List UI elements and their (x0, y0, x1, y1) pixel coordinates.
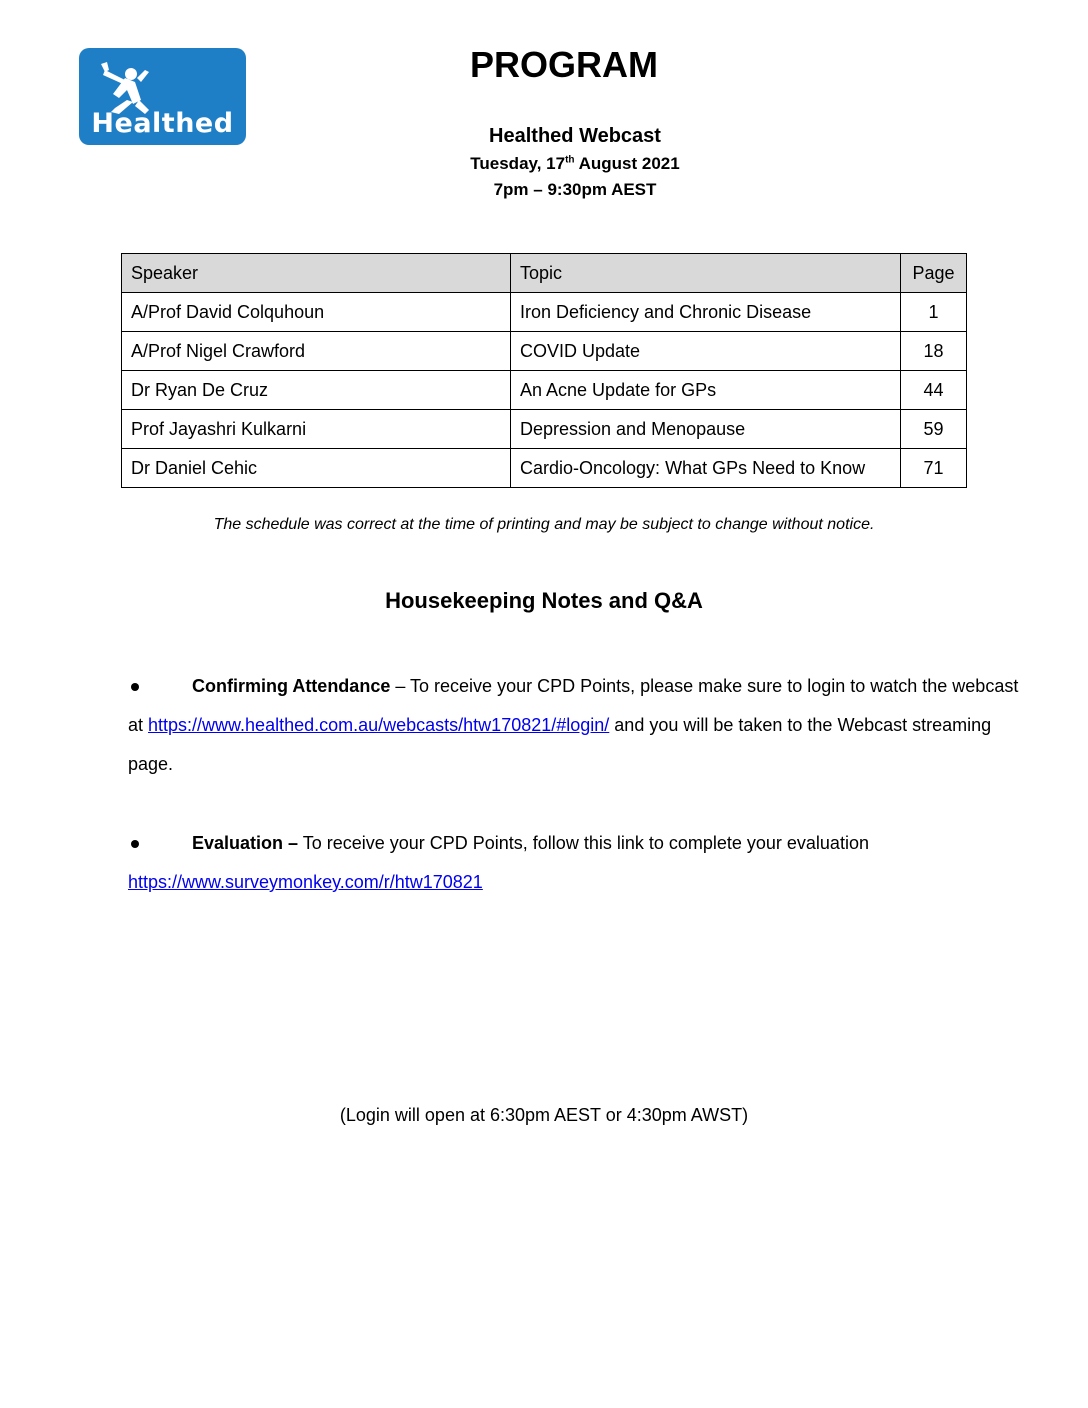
topic-cell: Iron Deficiency and Chronic Disease (511, 293, 901, 332)
logo-text: Healthed (91, 108, 234, 139)
attendance-item (128, 667, 1028, 784)
bullet-icon (128, 824, 192, 863)
survey-link[interactable]: https://www.surveymonkey.com/r/htw170821 (128, 872, 483, 892)
table-header-row (122, 254, 967, 293)
page-title: PROGRAM (470, 44, 658, 85)
topic-cell: An Acne Update for GPs (511, 371, 901, 410)
evaluation-label: Evaluation – (192, 833, 299, 853)
speaker-cell: A/Prof David Colquhoun (122, 293, 511, 332)
page-cell: 1 (901, 293, 967, 332)
schedule-note: The schedule was correct at the time of printing and may be subject to change without notice. (213, 516, 875, 533)
event-time: 7pm – 9:30pm AEST (493, 180, 657, 199)
attendance-text-end: and you will be taken to the Webcast streaming page. (128, 715, 992, 774)
column-header-page: Page (901, 254, 967, 293)
attendance-label: Confirming Attendance (192, 676, 391, 696)
column-header-speaker: Speaker (122, 254, 511, 293)
table-row (122, 449, 967, 488)
page-cell: 71 (901, 449, 967, 488)
topic-cell: Depression and Menopause (511, 410, 901, 449)
event-date: Tuesday, 17th August 2021 (470, 154, 680, 173)
table-row (122, 371, 967, 410)
table-row (122, 410, 967, 449)
page-cell: 44 (901, 371, 967, 410)
topic-cell: COVID Update (511, 332, 901, 371)
housekeeping-heading: Housekeeping Notes and Q&A (385, 588, 703, 613)
login-note: (Login will open at 6:30pm AEST or 4:30pm AWST) (339, 1105, 749, 1125)
speaker-cell: A/Prof Nigel Crawford (122, 332, 511, 371)
program-table (121, 253, 967, 488)
event-name: Healthed Webcast (489, 125, 661, 147)
bullet-icon (128, 667, 192, 706)
page-cell: 59 (901, 410, 967, 449)
evaluation-item (128, 824, 1028, 902)
speaker-cell: Prof Jayashri Kulkarni (122, 410, 511, 449)
attendance-text: – To receive your CPD Points, please make sure to login to watch the webcast at (128, 676, 1019, 735)
table-row (122, 293, 967, 332)
table-row (122, 332, 967, 371)
column-header-topic: Topic (511, 254, 901, 293)
speaker-cell: Dr Daniel Cehic (122, 449, 511, 488)
evaluation-text: To receive your CPD Points, follow this link to complete your evaluation (298, 833, 869, 853)
login-link[interactable]: https://www.healthed.com.au/webcasts/htw170821/#login/ (148, 715, 610, 735)
topic-cell: Cardio-Oncology: What GPs Need to Know (511, 449, 901, 488)
speaker-cell: Dr Ryan De Cruz (122, 371, 511, 410)
page-cell: 18 (901, 332, 967, 371)
